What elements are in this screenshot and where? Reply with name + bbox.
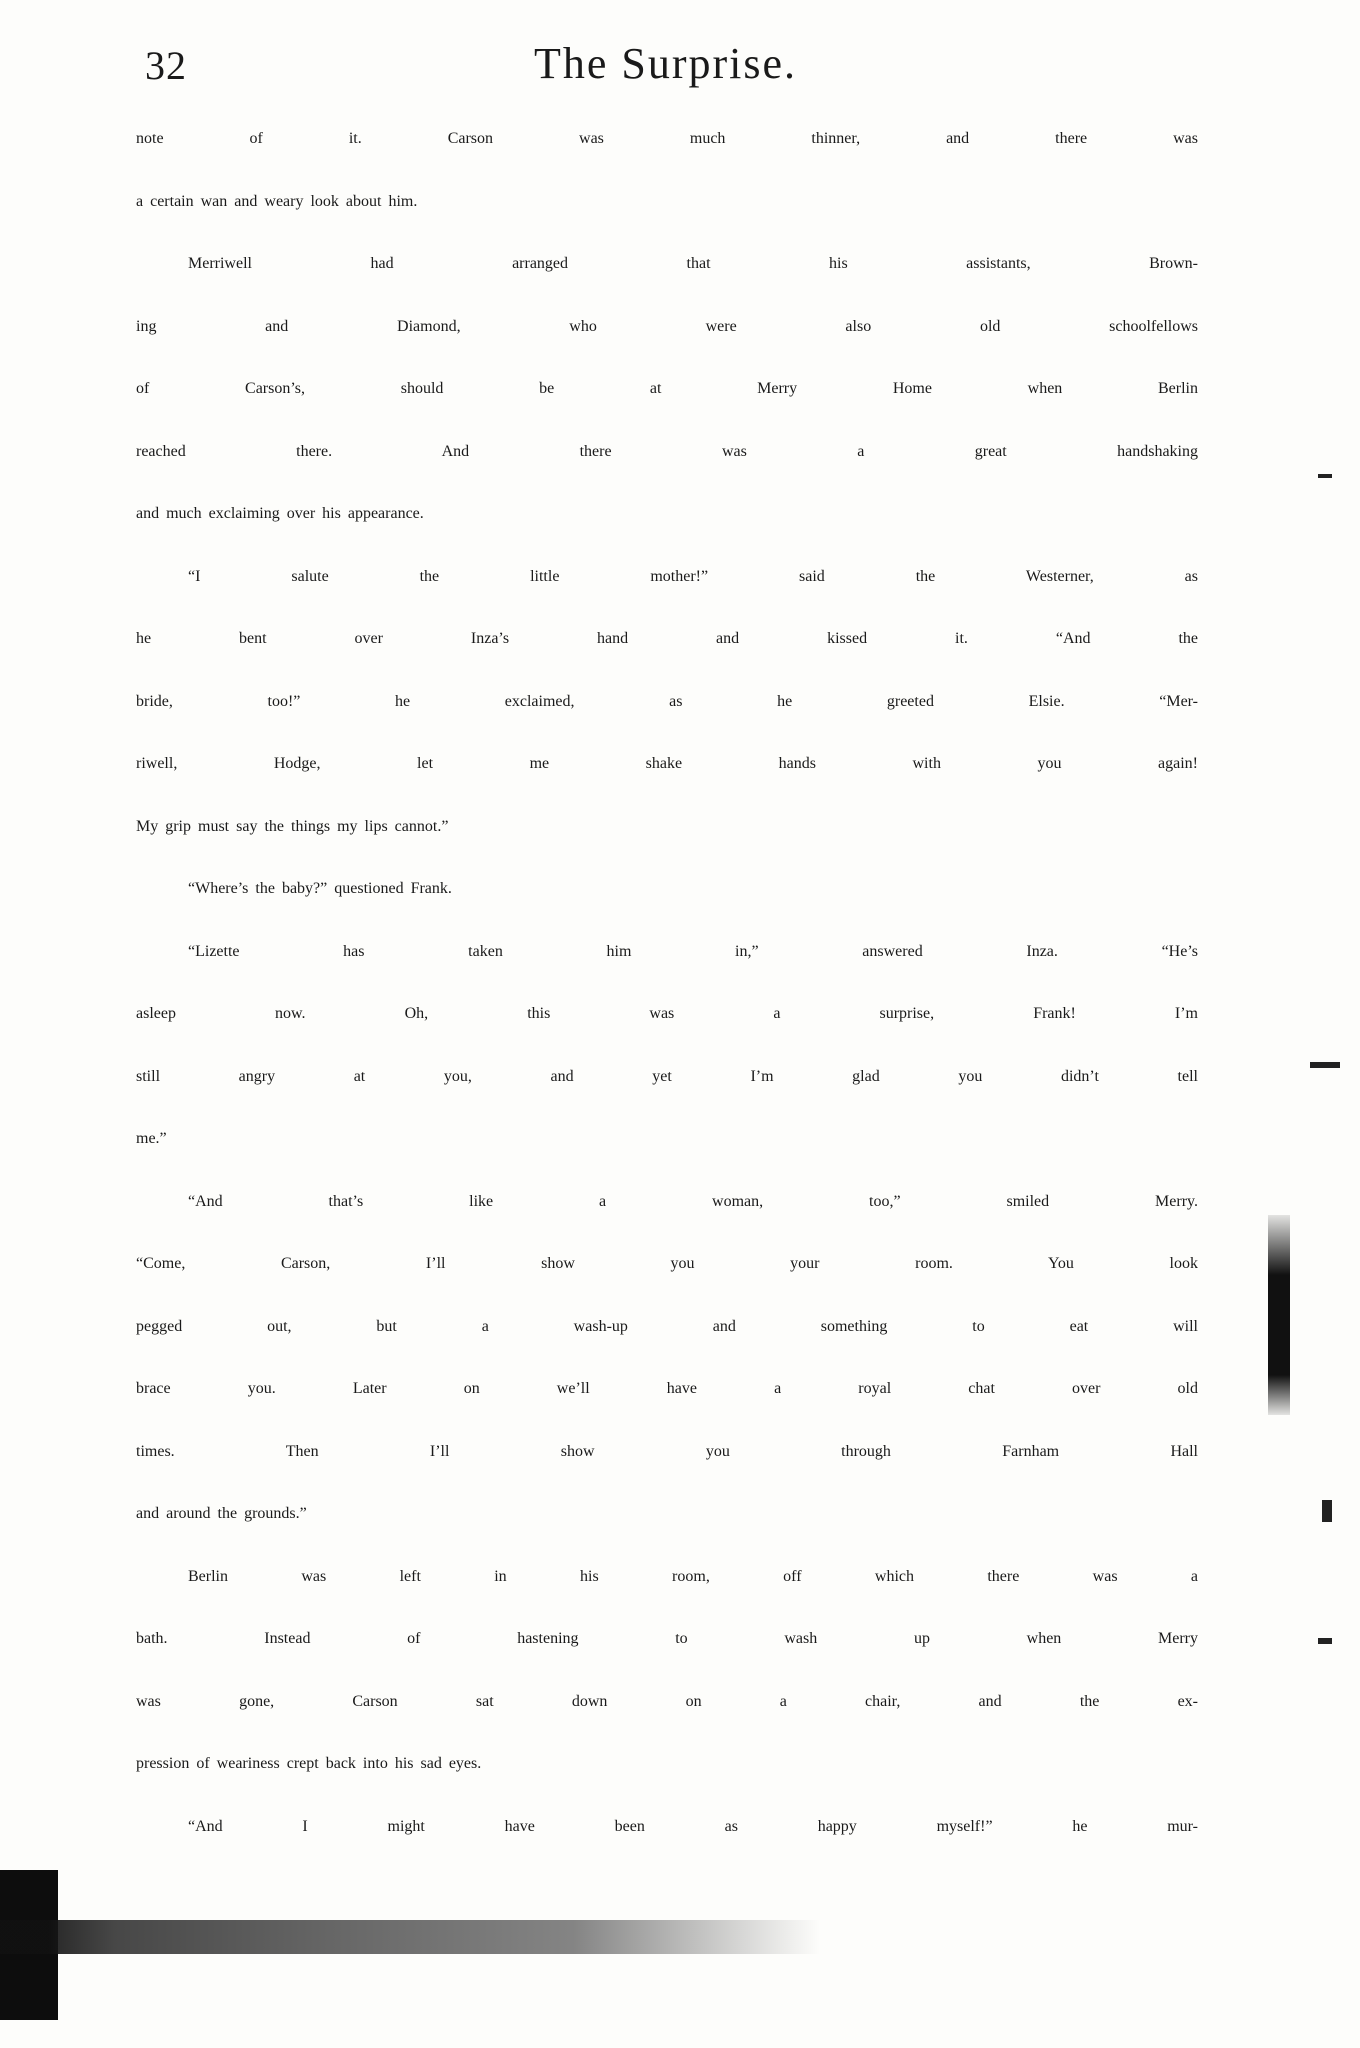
text-line: My grip must say the things my lips cannot.” xyxy=(136,817,449,835)
text-line: times. Then I’ll show you through Farnham Hall xyxy=(136,1442,1198,1460)
text-line: he bent over Inza’s hand and kissed it. “And the xyxy=(136,630,1198,647)
text-line: reached there. And there was a great handshaking xyxy=(136,442,1198,460)
text-line: “Where’s the baby?” questioned Frank. xyxy=(188,880,452,897)
text-line: “I salute the little mother!” said the Westerner, as xyxy=(188,567,1198,585)
text-line: “Lizette has taken him in,” answered Inza. “He’s xyxy=(188,942,1198,960)
text-line: still angry at you, and yet I’m glad you didn’t tell xyxy=(136,1067,1198,1085)
text-line: a certain wan and weary look about him. xyxy=(136,192,418,210)
scan-mark xyxy=(1268,1215,1290,1415)
text-line: pegged out, but a wash-up and something to eat will xyxy=(136,1317,1198,1335)
page-header xyxy=(133,38,1198,98)
body-text xyxy=(136,130,1198,1880)
scan-mark xyxy=(1318,1638,1332,1644)
text-line: pression of weariness crept back into his sad eyes. xyxy=(136,1755,482,1772)
text-line: bath. Instead of hastening to wash up when Merry xyxy=(136,1630,1198,1647)
text-line: of Carson’s, should be at Merry Home when Berlin xyxy=(136,380,1198,397)
text-line: bride, too!” he exclaimed, as he greeted Elsie. “Mer- xyxy=(136,692,1198,710)
text-line: was gone, Carson sat down on a chair, and the ex- xyxy=(136,1692,1198,1710)
scan-mark xyxy=(1322,1500,1332,1522)
text-line: and around the grounds.” xyxy=(136,1505,307,1522)
text-line: and much exclaiming over his appearance. xyxy=(136,505,424,522)
text-line: brace you. Later on we’ll have a royal chat over old xyxy=(136,1380,1198,1397)
scan-mark xyxy=(1310,1062,1340,1068)
text-line: me.” xyxy=(136,1130,167,1147)
text-line: Merriwell had arranged that his assistants, Brown- xyxy=(188,255,1198,272)
running-title: The Surprise. xyxy=(533,39,798,88)
scan-mark xyxy=(1318,474,1332,478)
page-number: 32 xyxy=(145,43,187,88)
text-line: riwell, Hodge, let me shake hands with you again! xyxy=(136,755,1198,772)
text-line: “Come, Carson, I’ll show you your room. You look xyxy=(136,1255,1198,1272)
text-line: asleep now. Oh, this was a surprise, Frank! I’m xyxy=(136,1005,1198,1022)
text-line: “And that’s like a woman, too,” smiled Merry. xyxy=(188,1192,1198,1210)
text-line: Berlin was left in his room, off which there was a xyxy=(188,1567,1198,1585)
text-line: ing and Diamond, who were also old schoolfellows xyxy=(136,317,1198,335)
text-line: “And I might have been as happy myself!” he mur- xyxy=(188,1817,1198,1835)
scan-mark xyxy=(0,1920,820,1954)
text-line: note of it. Carson was much thinner, and there was xyxy=(136,130,1198,147)
